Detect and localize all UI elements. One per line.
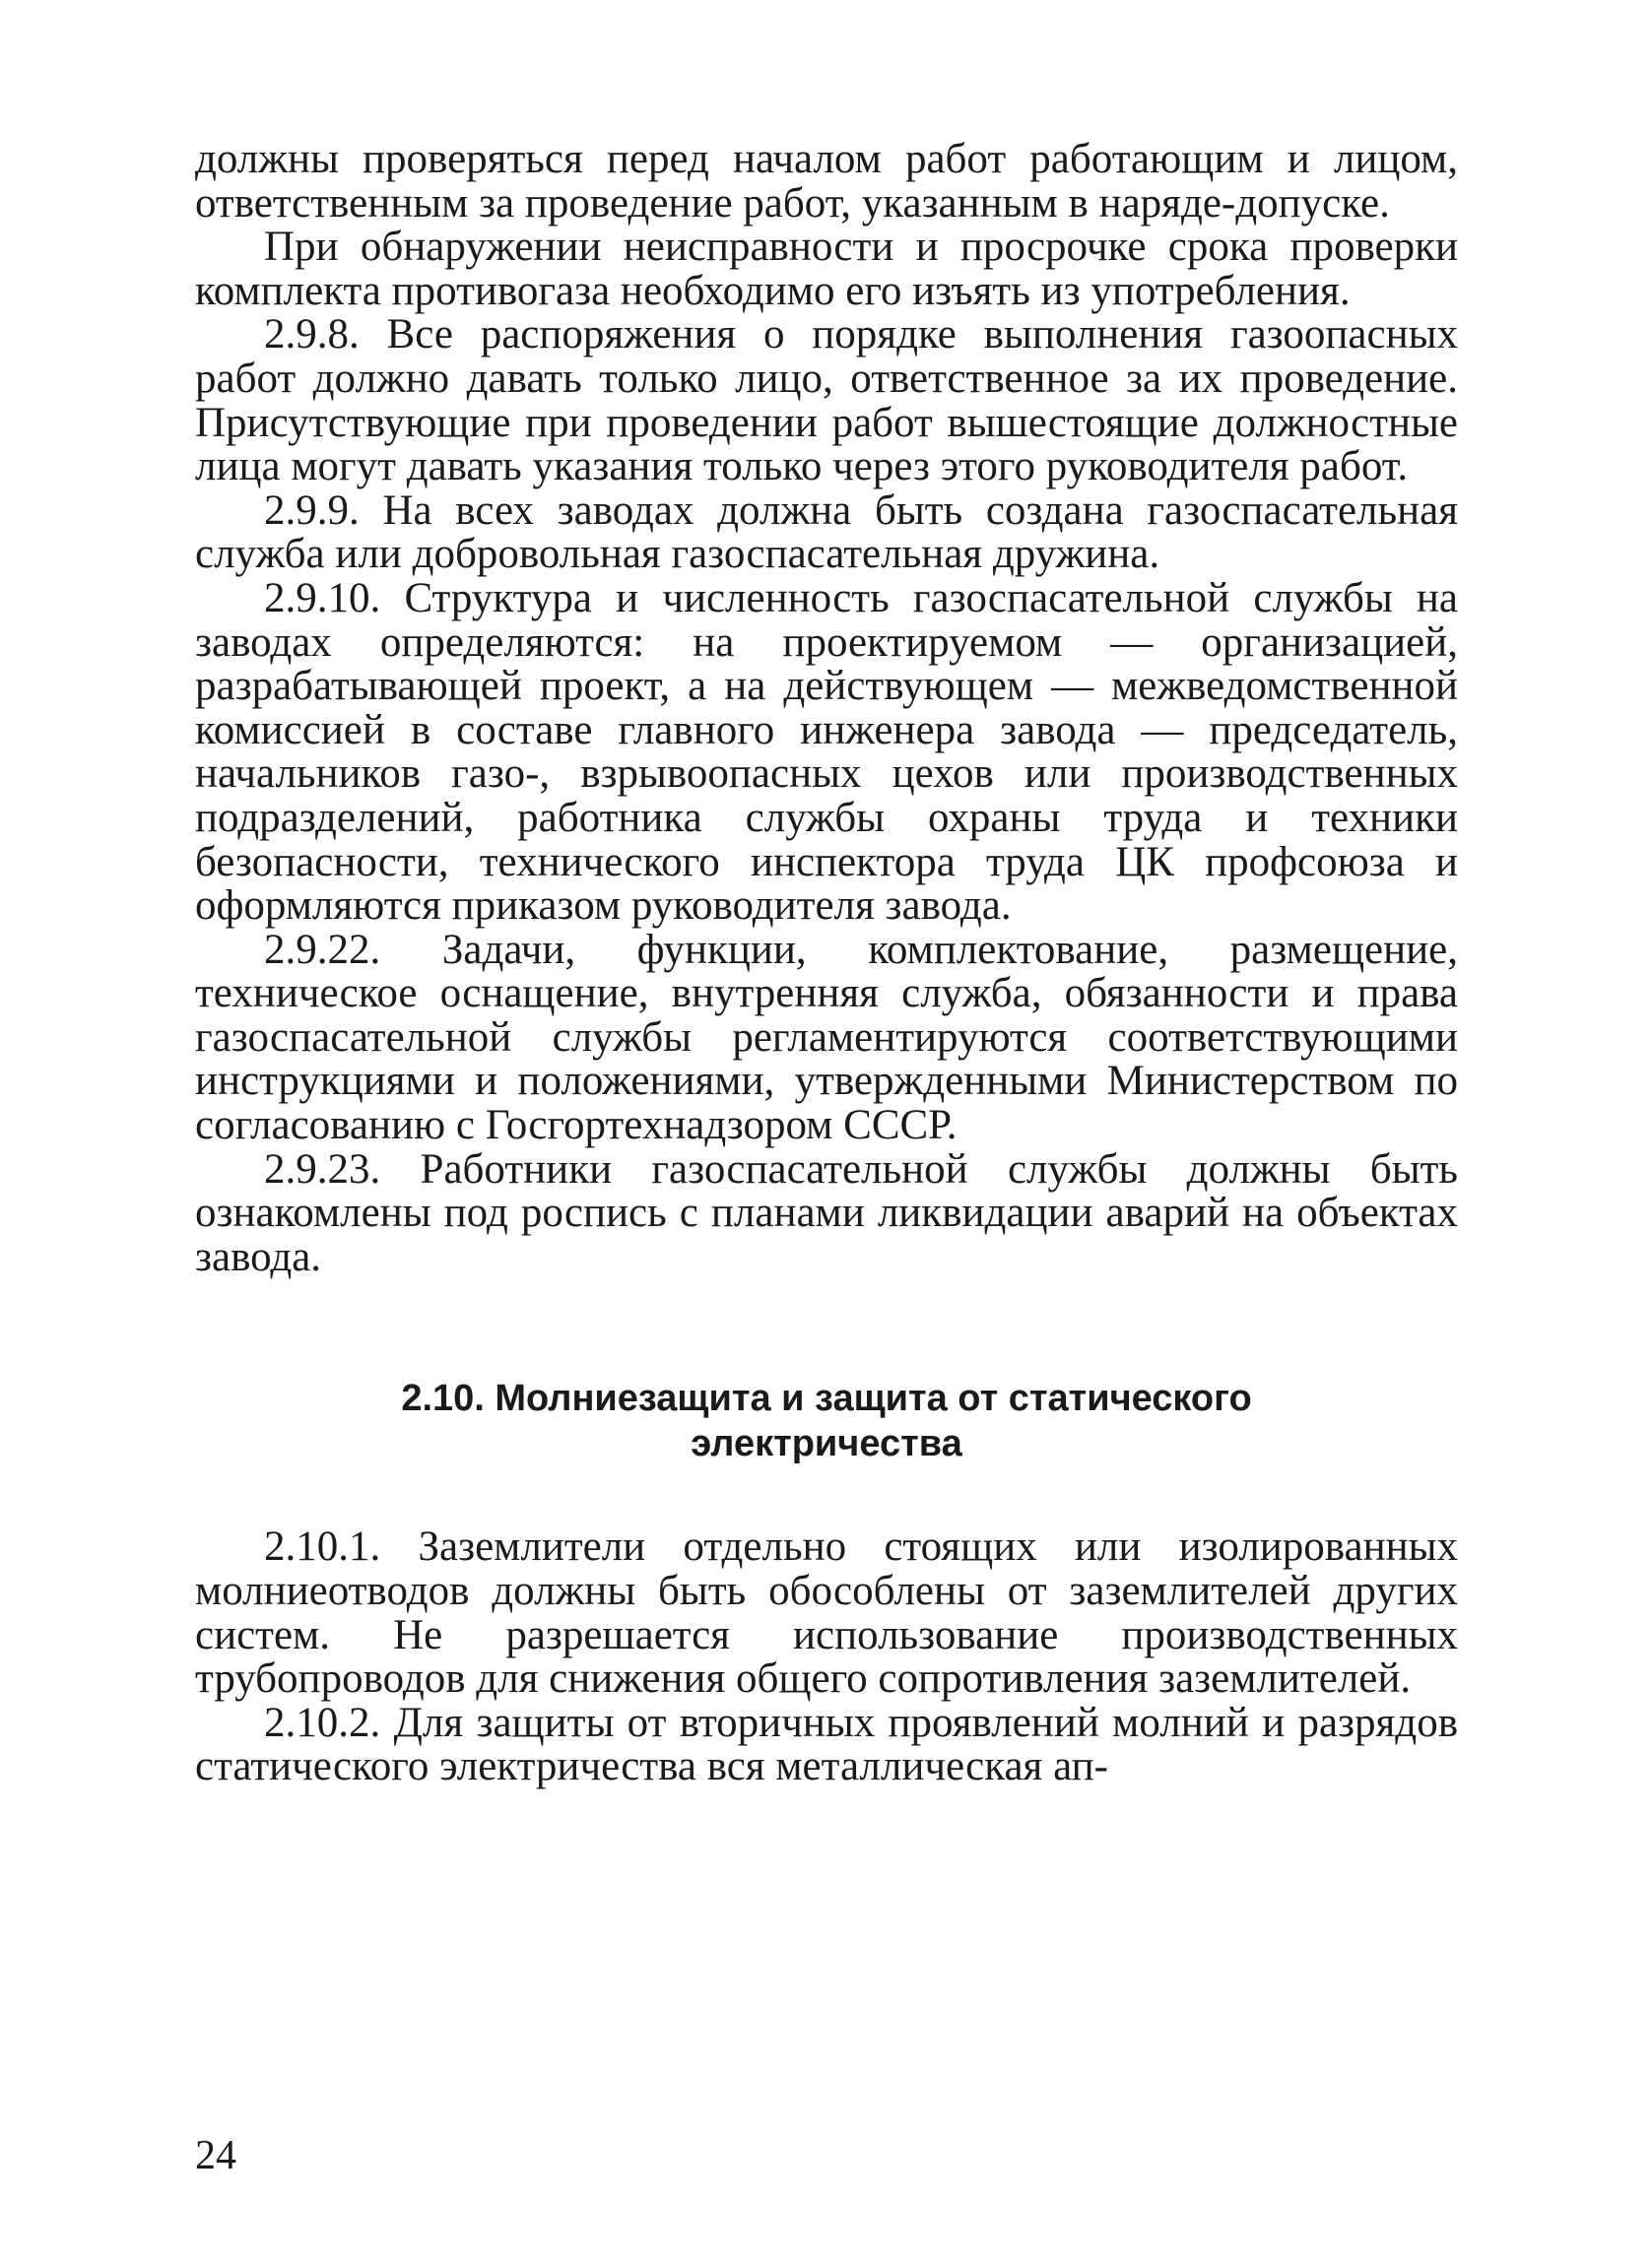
paragraph-2-9-10: 2.9.10. Структура и численность газоспасательной службы на заводах определяются: на проектируемом — организацией, разрабатывающей проект, а на действующем — межведомственной комиссией в составе главного инженера завода — председатель, начальников газо-, взрывоопасных цехов или производственных подразделений, работника службы охраны труда и техники безопасности, технического инспектора труда ЦК профсоюза и оформляются приказом руководителя завода. — [195, 574, 1458, 930]
paragraph-2-9-9: 2.9.9. На всех заводах должна быть создана газоспасательная служба или добровольная газоспасательная дружина. — [195, 486, 1458, 578]
paragraph-2-9-8: 2.9.8. Все распоряжения о порядке выполнения газоопасных работ должно давать только лицо, ответственное за их проведение. Присутствующие при проведении работ вышестоящие должностные лица могут давать указания только через этого руководителя работ. — [195, 311, 1458, 490]
page-number: 24 — [195, 2133, 236, 2178]
paragraph-2-10-1: 2.10.1. Заземлители отдельно стоящих или изолированных молниеотводов должны быть обособлены от заземлителей других систем. Не разрешается использование производственных трубопроводов для снижения общего сопротивления заземлителей. — [195, 1523, 1458, 1703]
document-page — [195, 138, 1458, 1789]
paragraph-continuation: должны проверяться перед началом работ работающим и лицом, ответственным за проведение работ, указанным в наряде-допуске. — [195, 136, 1458, 227]
paragraph-2-9-22: 2.9.22. Задачи, функции, комплектование, размещение, техническое оснащение, внутренняя служба, обязанности и права газоспасательной службы регламентируются соответствующими инструкциями и положениями, утвержденными Министерством по согласованию с Госгортехнадзором СССР. — [195, 926, 1458, 1149]
spacer — [195, 1466, 1458, 1525]
paragraph-2-9-23: 2.9.23. Работники газоспасательной службы должны быть ознакомлены под роспись с планами ликвидации аварий на объектах завода. — [195, 1145, 1458, 1280]
section-heading: 2.10. Молниезащита и защита от статического электричества — [401, 1378, 1252, 1465]
paragraph-gas-mask-check: При обнаружении неисправности и просрочке срока проверки комплекта противогаза необходимо его изъять из употребления. — [195, 224, 1458, 314]
paragraph-2-10-2: 2.10.2. Для защиты от вторичных проявлений молний и разрядов статического электричества вся металлическая ап- — [195, 1699, 1458, 1790]
spacer — [195, 1279, 1458, 1376]
